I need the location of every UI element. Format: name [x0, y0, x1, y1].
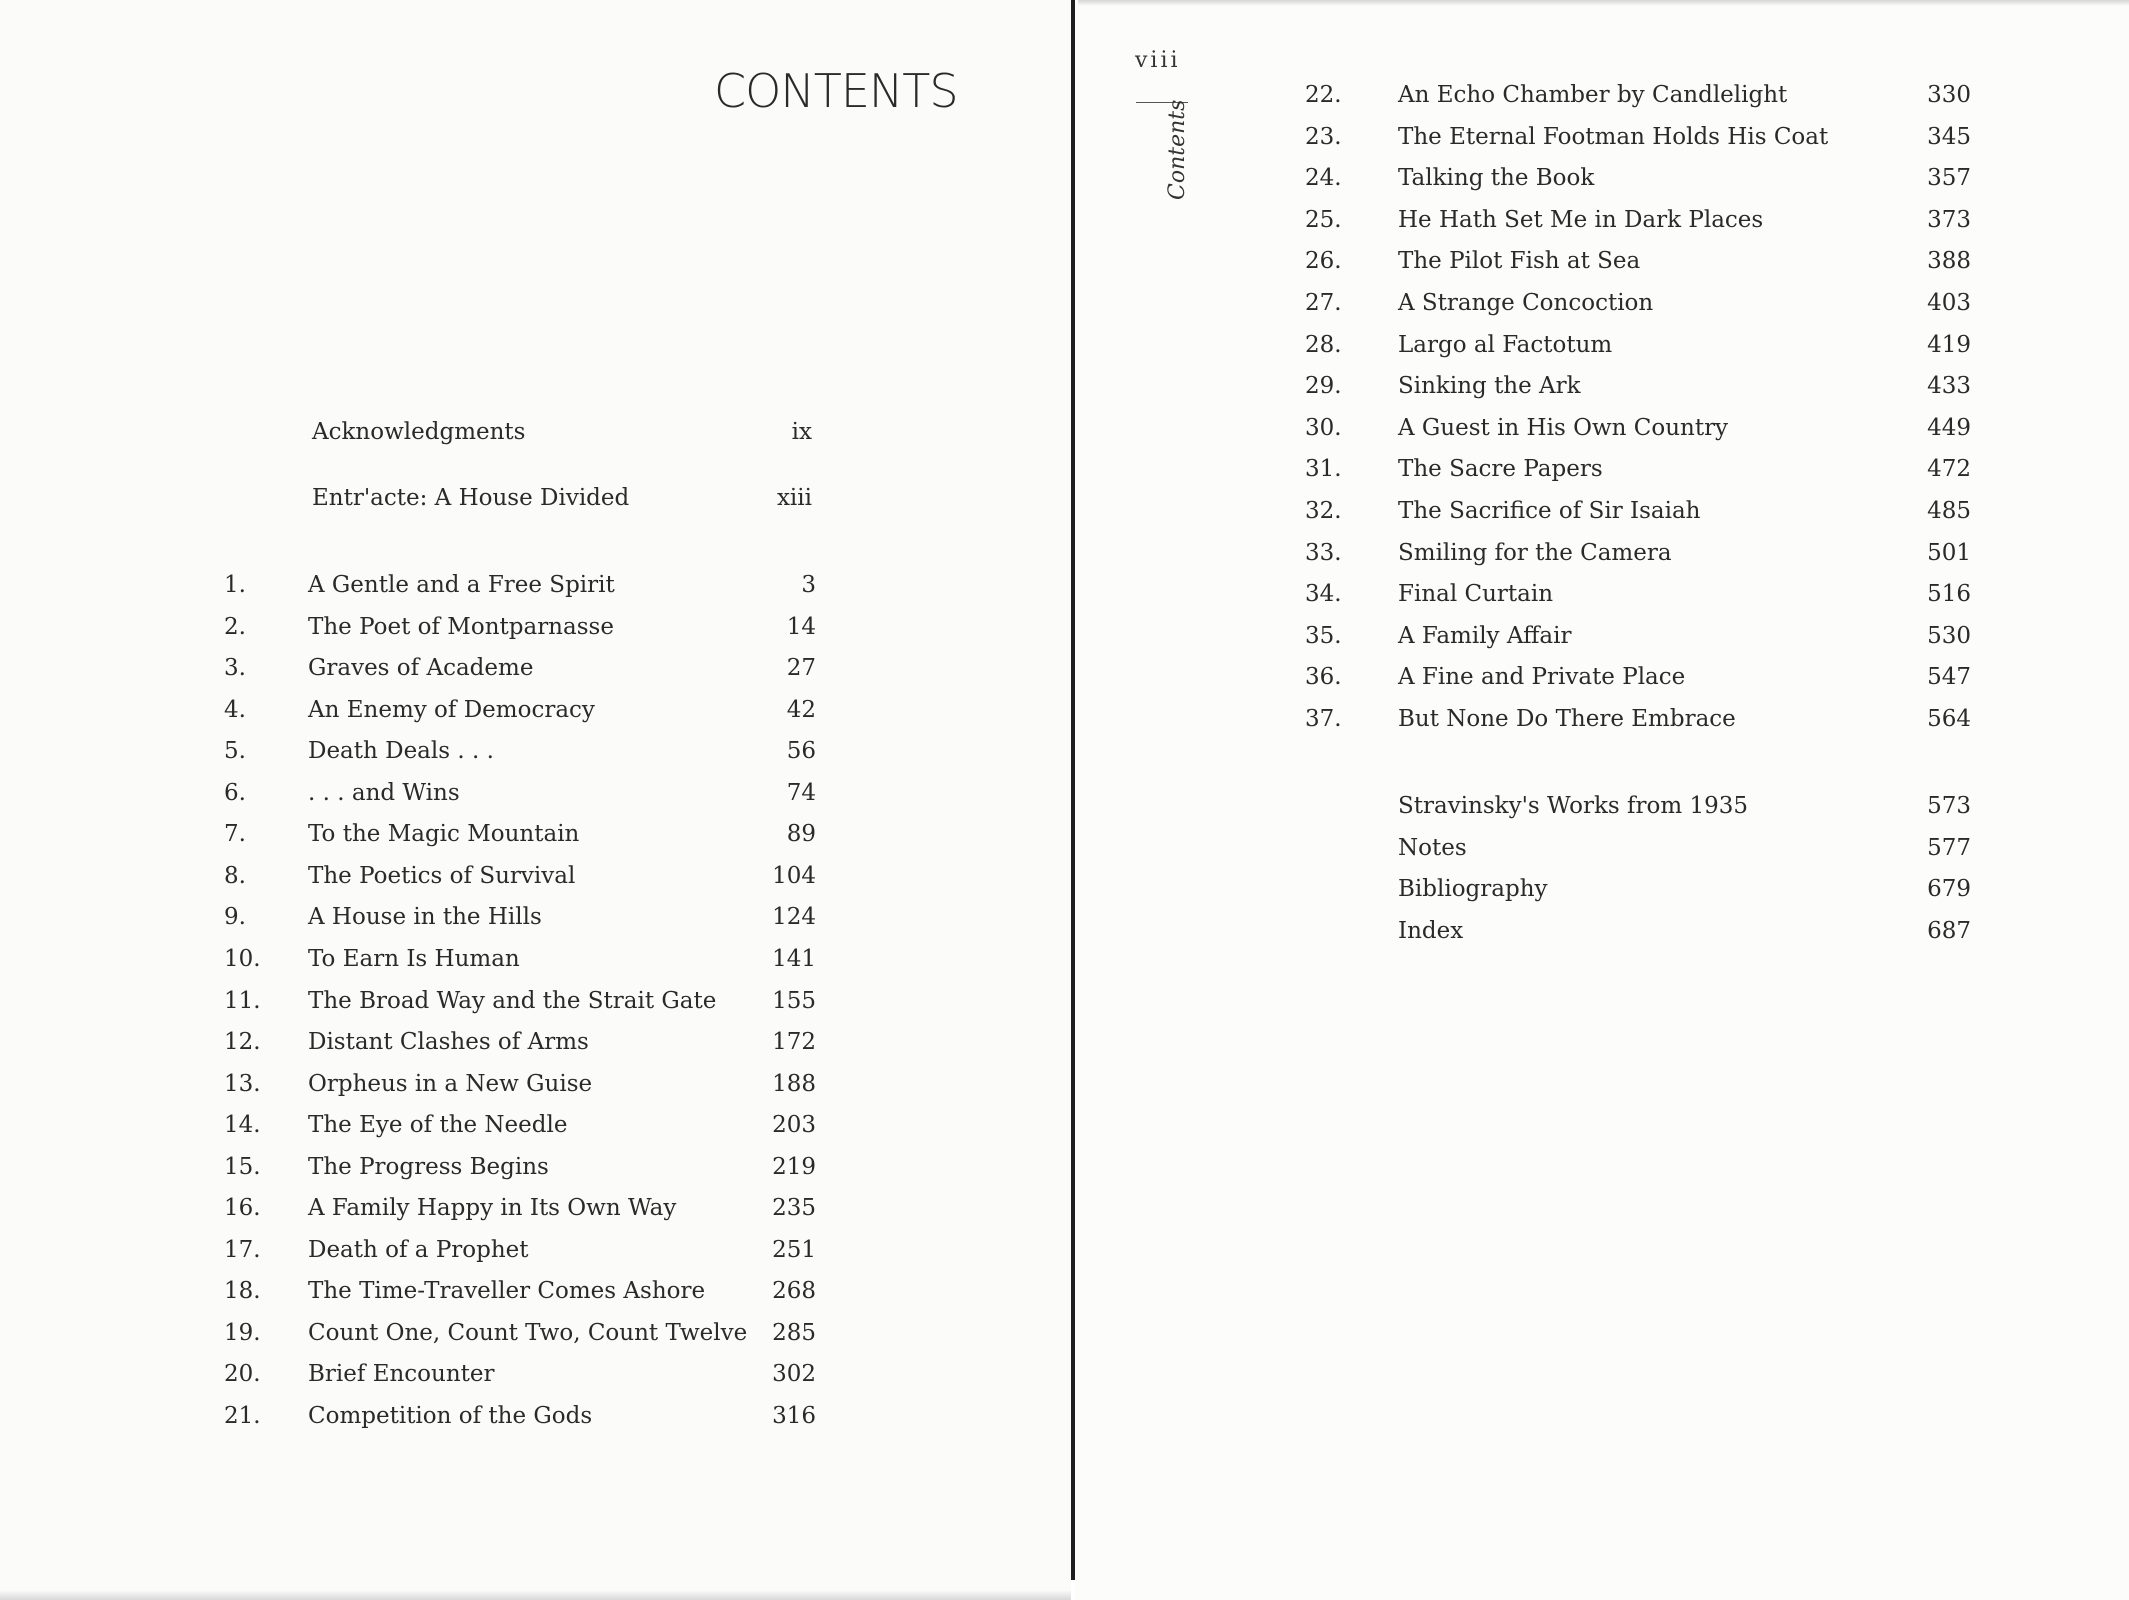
toc-entry-title: The Time-Traveller Comes Ashore — [308, 1278, 706, 1305]
toc-entry-page: 56 — [786, 738, 816, 765]
toc-entry-page: 27 — [786, 655, 816, 682]
toc-entry-title: Count One, Count Two, Count Twelve — [308, 1319, 748, 1346]
toc-entry-page: 89 — [786, 821, 816, 848]
toc-entry-page: 155 — [772, 987, 816, 1014]
toc-entry — [1305, 911, 1971, 951]
toc-entry-number: 21. — [224, 1403, 261, 1429]
toc-entry-title: A House in the Hills — [308, 904, 542, 931]
toc-entry-page: 472 — [1927, 456, 1971, 483]
toc-entry — [224, 856, 816, 896]
toc-entry-number: 27. — [1305, 290, 1342, 316]
toc-entry-title: Acknowledgments — [312, 419, 526, 445]
toc-entry-title: Distant Clashes of Arms — [308, 1029, 589, 1056]
toc-entry — [224, 981, 816, 1021]
toc-entry-number: 25. — [1305, 206, 1342, 233]
toc-entry-number: 4. — [224, 696, 246, 723]
toc-entry-title: The Sacrifice of Sir Isaiah — [1398, 498, 1701, 524]
toc-entry-page: 141 — [772, 945, 816, 972]
toc-entry-number: 7. — [224, 821, 246, 848]
toc-entry-title: Entr'acte: A House Divided — [312, 485, 630, 511]
toc-entry-page: 433 — [1927, 373, 1971, 400]
toc-entry-number: 29. — [1305, 373, 1342, 400]
toc-entry — [224, 1064, 816, 1104]
toc-entry-number: 30. — [1305, 414, 1342, 441]
toc-entry — [224, 1188, 816, 1228]
toc-entry-title: Death of a Prophet — [308, 1236, 529, 1263]
toc-entry-page: 679 — [1927, 876, 1971, 902]
toc-entry-number: 15. — [224, 1153, 261, 1180]
toc-entry-title: Death Deals . . . — [308, 738, 494, 765]
toc-entry — [1305, 158, 1971, 198]
toc-entry-number: 3. — [224, 655, 246, 682]
toc-entry — [224, 1354, 816, 1394]
toc-entry-page: 485 — [1927, 498, 1971, 524]
toc-entry-number: 10. — [224, 945, 261, 972]
toc-entry-page: ix — [791, 419, 812, 445]
toc-entry-number: 16. — [224, 1195, 261, 1222]
toc-entry-title: The Pilot Fish at Sea — [1398, 248, 1641, 275]
toc-entry — [1305, 200, 1971, 240]
toc-entry-number: 26. — [1305, 248, 1342, 275]
toc-entry — [224, 607, 816, 647]
toc-entry — [1305, 408, 1971, 448]
toc-entry — [224, 773, 816, 813]
toc-entry — [1305, 786, 1971, 826]
toc-entry-title: Bibliography — [1398, 876, 1548, 902]
toc-entry-number: 37. — [1305, 706, 1342, 732]
toc-entry — [1305, 75, 1971, 115]
toc-entry — [1305, 449, 1971, 489]
toc-entry — [224, 939, 816, 979]
toc-entry-number: 5. — [224, 738, 246, 765]
running-head-section-label: Contents — [1165, 99, 1190, 200]
toc-entry — [1305, 699, 1971, 739]
toc-entry-title: The Poetics of Survival — [308, 862, 576, 889]
toc-entry-title: Smiling for the Camera — [1398, 539, 1672, 566]
toc-entry-page: 203 — [772, 1112, 816, 1139]
toc-entry-page: 373 — [1927, 206, 1971, 233]
toc-entry-number: 2. — [224, 613, 246, 640]
toc-entry-number: 1. — [224, 572, 246, 598]
toc-entry-title: The Progress Begins — [308, 1153, 549, 1180]
toc-entry-page: 251 — [772, 1236, 816, 1263]
toc-entry-title: A Fine and Private Place — [1398, 664, 1686, 691]
toc-entry-number: 12. — [224, 1029, 261, 1056]
toc-entry-number: 35. — [1305, 622, 1342, 649]
toc-entry — [1305, 325, 1971, 365]
toc-entry-page: 330 — [1927, 82, 1971, 108]
toc-entry-page: 449 — [1927, 414, 1971, 441]
toc-entry-number: 9. — [224, 904, 246, 931]
toc-entry-page: 577 — [1927, 834, 1971, 861]
toc-entry-page: 501 — [1927, 539, 1971, 566]
toc-entry-page: 530 — [1927, 622, 1971, 649]
toc-entry-title: The Eternal Footman Holds His Coat — [1398, 123, 1829, 150]
toc-entry-number: 34. — [1305, 581, 1342, 608]
toc-entry — [224, 897, 816, 937]
toc-entry-number: 18. — [224, 1278, 261, 1305]
toc-entry-title: Sinking the Ark — [1398, 373, 1581, 400]
toc-entry — [224, 690, 816, 730]
toc-entry-page: 74 — [786, 779, 816, 806]
toc-entry — [224, 648, 816, 688]
toc-entry — [1305, 241, 1971, 281]
toc-entry-number: 32. — [1305, 498, 1342, 524]
toc-entry-page: 14 — [786, 613, 816, 640]
toc-entry-title: Competition of the Gods — [308, 1403, 593, 1429]
toc-entry-title: He Hath Set Me in Dark Places — [1398, 206, 1764, 233]
toc-entry — [224, 814, 816, 854]
toc-entry-page: 172 — [772, 1029, 816, 1056]
toc-entry-number: 14. — [224, 1112, 261, 1139]
toc-entry-number: 8. — [224, 862, 246, 889]
toc-entry-page: xiii — [776, 485, 812, 511]
toc-entry-page: 516 — [1927, 581, 1971, 608]
toc-entry-page: 345 — [1927, 123, 1971, 150]
toc-entry-title: A Guest in His Own Country — [1398, 414, 1729, 441]
toc-entry-number: 20. — [224, 1361, 261, 1388]
toc-entry-page: 42 — [786, 696, 816, 723]
toc-entry — [1305, 491, 1971, 531]
toc-entry-page: 564 — [1927, 706, 1971, 732]
toc-entry-title: The Poet of Montparnasse — [308, 613, 614, 640]
toc-entry — [1305, 657, 1971, 697]
toc-entry-number: 36. — [1305, 664, 1342, 691]
toc-entry-page: 687 — [1927, 917, 1971, 944]
toc-entry-page: 188 — [772, 1070, 816, 1097]
toc-entry-front-matter — [224, 412, 816, 452]
toc-entry-number: 24. — [1305, 165, 1342, 192]
toc-entry — [224, 1230, 816, 1270]
toc-entry-page: 302 — [772, 1361, 816, 1388]
toc-entry-title: A Family Affair — [1398, 622, 1572, 649]
toc-entry-page: 357 — [1927, 165, 1971, 192]
toc-entry-title: . . . and Wins — [308, 779, 460, 806]
toc-entry-number: 11. — [224, 987, 261, 1014]
toc-entry-page: 268 — [772, 1278, 816, 1305]
toc-entry-title: Talking the Book — [1398, 165, 1595, 192]
toc-entry-title: But None Do There Embrace — [1398, 706, 1736, 732]
toc-entry — [224, 1271, 816, 1311]
toc-entry — [224, 1147, 816, 1187]
toc-entry-page: 104 — [772, 862, 816, 889]
toc-entry-title: A Family Happy in Its Own Way — [308, 1195, 677, 1222]
toc-entry — [1305, 869, 1971, 909]
toc-entry — [224, 731, 816, 771]
toc-entry-title: Final Curtain — [1398, 581, 1554, 608]
toc-entry-title: The Broad Way and the Strait Gate — [308, 987, 717, 1014]
toc-entry-title: Brief Encounter — [308, 1361, 495, 1388]
toc-entry-number: 28. — [1305, 331, 1342, 358]
toc-entry-number: 19. — [224, 1319, 261, 1346]
right-page — [1075, 0, 2129, 1600]
contents-heading: CONTENTS — [714, 64, 958, 118]
toc-entry — [224, 1396, 816, 1436]
toc-entry-title: Orpheus in a New Guise — [308, 1070, 593, 1097]
toc-entry-title: To the Magic Mountain — [308, 821, 580, 848]
toc-entry-number: 22. — [1305, 82, 1342, 108]
toc-entry-number: 6. — [224, 779, 246, 806]
toc-entry-number: 31. — [1305, 456, 1342, 483]
toc-entry-number: 23. — [1305, 123, 1342, 150]
toc-entry — [1305, 533, 1971, 573]
toc-entry-number: 33. — [1305, 539, 1342, 566]
toc-entry-title: Notes — [1398, 834, 1467, 861]
toc-entry-front-matter — [224, 478, 816, 518]
toc-entry-page: 124 — [772, 904, 816, 931]
toc-entry-title: Largo al Factotum — [1398, 331, 1613, 358]
toc-entry — [224, 1022, 816, 1062]
toc-entry-page: 3 — [801, 572, 816, 598]
toc-entry-title: An Echo Chamber by Candlelight — [1398, 82, 1788, 108]
scan-edge — [1078, 0, 2129, 6]
toc-entry — [1305, 828, 1971, 868]
toc-entry — [224, 565, 816, 605]
toc-entry-title: A Strange Concoction — [1398, 290, 1654, 316]
toc-entry-page: 403 — [1927, 290, 1971, 316]
toc-entry-number: 13. — [224, 1070, 261, 1097]
toc-entry-title: A Gentle and a Free Spirit — [308, 572, 615, 598]
scan-edge — [0, 1590, 1071, 1600]
toc-entry-title: Stravinsky's Works from 1935 — [1398, 793, 1749, 819]
toc-entry-title: Graves of Academe — [308, 655, 534, 682]
toc-entry — [1305, 117, 1971, 157]
toc-entry-page: 419 — [1927, 331, 1971, 358]
running-head-page-number: viii — [1135, 48, 1181, 73]
toc-entry-page: 573 — [1927, 793, 1971, 819]
toc-entry — [224, 1105, 816, 1145]
toc-entry-page: 285 — [772, 1319, 816, 1346]
toc-entry-number: 17. — [224, 1236, 261, 1263]
toc-entry — [1305, 616, 1971, 656]
toc-entry — [224, 1313, 816, 1353]
toc-entry — [1305, 366, 1971, 406]
toc-entry-title: Index — [1398, 917, 1464, 944]
toc-entry-title: The Eye of the Needle — [308, 1112, 568, 1139]
toc-entry-page: 547 — [1927, 664, 1971, 691]
toc-entry — [1305, 574, 1971, 614]
toc-entry-title: The Sacre Papers — [1398, 456, 1603, 483]
toc-entry — [1305, 283, 1971, 323]
toc-entry-page: 235 — [772, 1195, 816, 1222]
toc-entry-page: 219 — [772, 1153, 816, 1180]
toc-entry-page: 316 — [772, 1403, 816, 1429]
toc-entry-page: 388 — [1927, 248, 1971, 275]
toc-entry-title: To Earn Is Human — [308, 945, 520, 972]
toc-entry-title: An Enemy of Democracy — [308, 696, 595, 723]
